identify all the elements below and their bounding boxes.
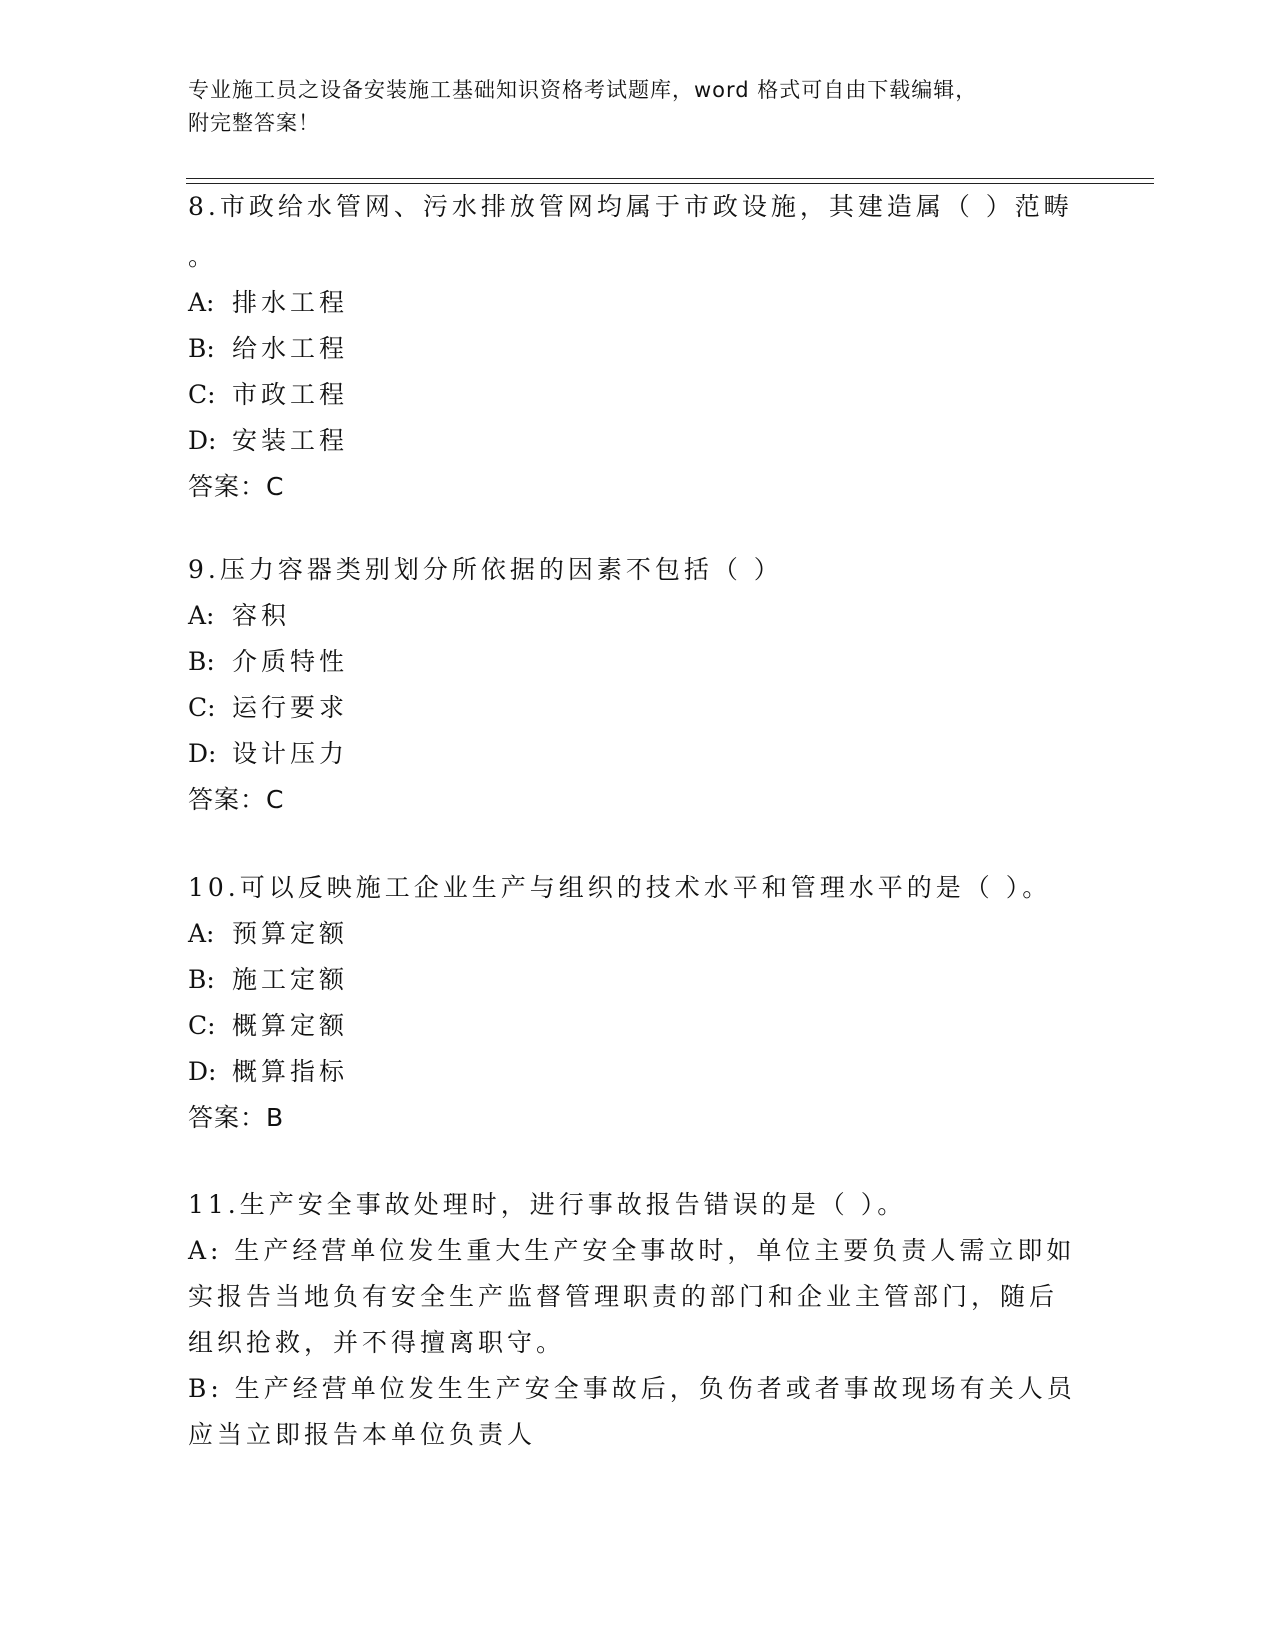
option-text: 预算定额 (232, 919, 349, 948)
option-text: 设计压力 (232, 739, 349, 768)
option-a-line-1: A: 生产经营单位发生重大生产安全事故时，单位主要负责人需立即如 (188, 1236, 1076, 1265)
option-key: B: (188, 334, 215, 363)
question-stem: 11.生产安全事故处理时，进行事故报告错误的是（ ）。 (188, 1190, 907, 1219)
answer-line: 答案：C (188, 472, 285, 501)
question-stem: 9.压力容器类别划分所依据的因素不包括（ ） (188, 555, 783, 584)
option-d (188, 731, 1088, 777)
question-11 (188, 1182, 1088, 1458)
option-key: B: (188, 647, 215, 676)
option-key: A: (188, 919, 215, 948)
option-text: 介质特性 (232, 647, 349, 676)
option-d (188, 418, 1088, 464)
option-key: C: (188, 380, 216, 409)
option-text: 概算指标 (232, 1057, 349, 1086)
option-text: 容积 (232, 601, 291, 630)
option-d (188, 1049, 1088, 1095)
option-text: 安装工程 (232, 426, 349, 455)
document-header (188, 74, 1068, 140)
option-key: D: (188, 739, 217, 768)
option-text: 概算定额 (232, 1011, 349, 1040)
header-line-1: 专业施工员之设备安装施工基础知识资格考试题库，word 格式可自由下载编辑， (188, 78, 978, 102)
option-a-line-2: 实报告当地负有安全生产监督管理职责的部门和企业主管部门，随后 (188, 1282, 1059, 1311)
question-9 (188, 547, 1088, 823)
answer-line: 答案：C (188, 785, 285, 814)
question-stem-continuation: 。 (188, 242, 218, 271)
option-c (188, 1003, 1088, 1049)
option-key: C: (188, 693, 216, 722)
option-text: 市政工程 (232, 380, 349, 409)
option-text: 运行要求 (232, 693, 349, 722)
question-10 (188, 865, 1088, 1141)
option-key: B: (188, 965, 215, 994)
option-text: 排水工程 (232, 288, 349, 317)
answer-line: 答案：B (188, 1103, 285, 1132)
option-key: D: (188, 1057, 217, 1086)
option-b (188, 957, 1088, 1003)
option-b-line-2: 应当立即报告本单位负责人 (188, 1420, 537, 1449)
option-a (188, 593, 1088, 639)
option-a (188, 911, 1088, 957)
option-b-line-1: B: 生产经营单位发生生产安全事故后，负伤者或者事故现场有关人员 (188, 1374, 1076, 1403)
option-text: 施工定额 (232, 965, 349, 994)
option-a-line-3: 组织抢救，并不得擅离职守。 (188, 1328, 566, 1357)
option-key: A: (188, 288, 215, 317)
option-a (188, 280, 1088, 326)
option-key: C: (188, 1011, 216, 1040)
question-8 (188, 184, 1088, 510)
header-line-2: 附完整答案！ (188, 111, 320, 135)
option-b (188, 639, 1088, 685)
question-stem: 10.可以反映施工企业生产与组织的技术水平和管理水平的是（ ）。 (188, 873, 1052, 902)
question-stem: 8.市政给水管网、污水排放管网均属于市政设施，其建造属（ ）范畴 (188, 192, 1073, 221)
option-c (188, 372, 1088, 418)
option-key: D: (188, 426, 217, 455)
option-text: 给水工程 (232, 334, 349, 363)
option-c (188, 685, 1088, 731)
header-divider-top (186, 178, 1154, 179)
option-key: A: (188, 601, 215, 630)
option-b (188, 326, 1088, 372)
